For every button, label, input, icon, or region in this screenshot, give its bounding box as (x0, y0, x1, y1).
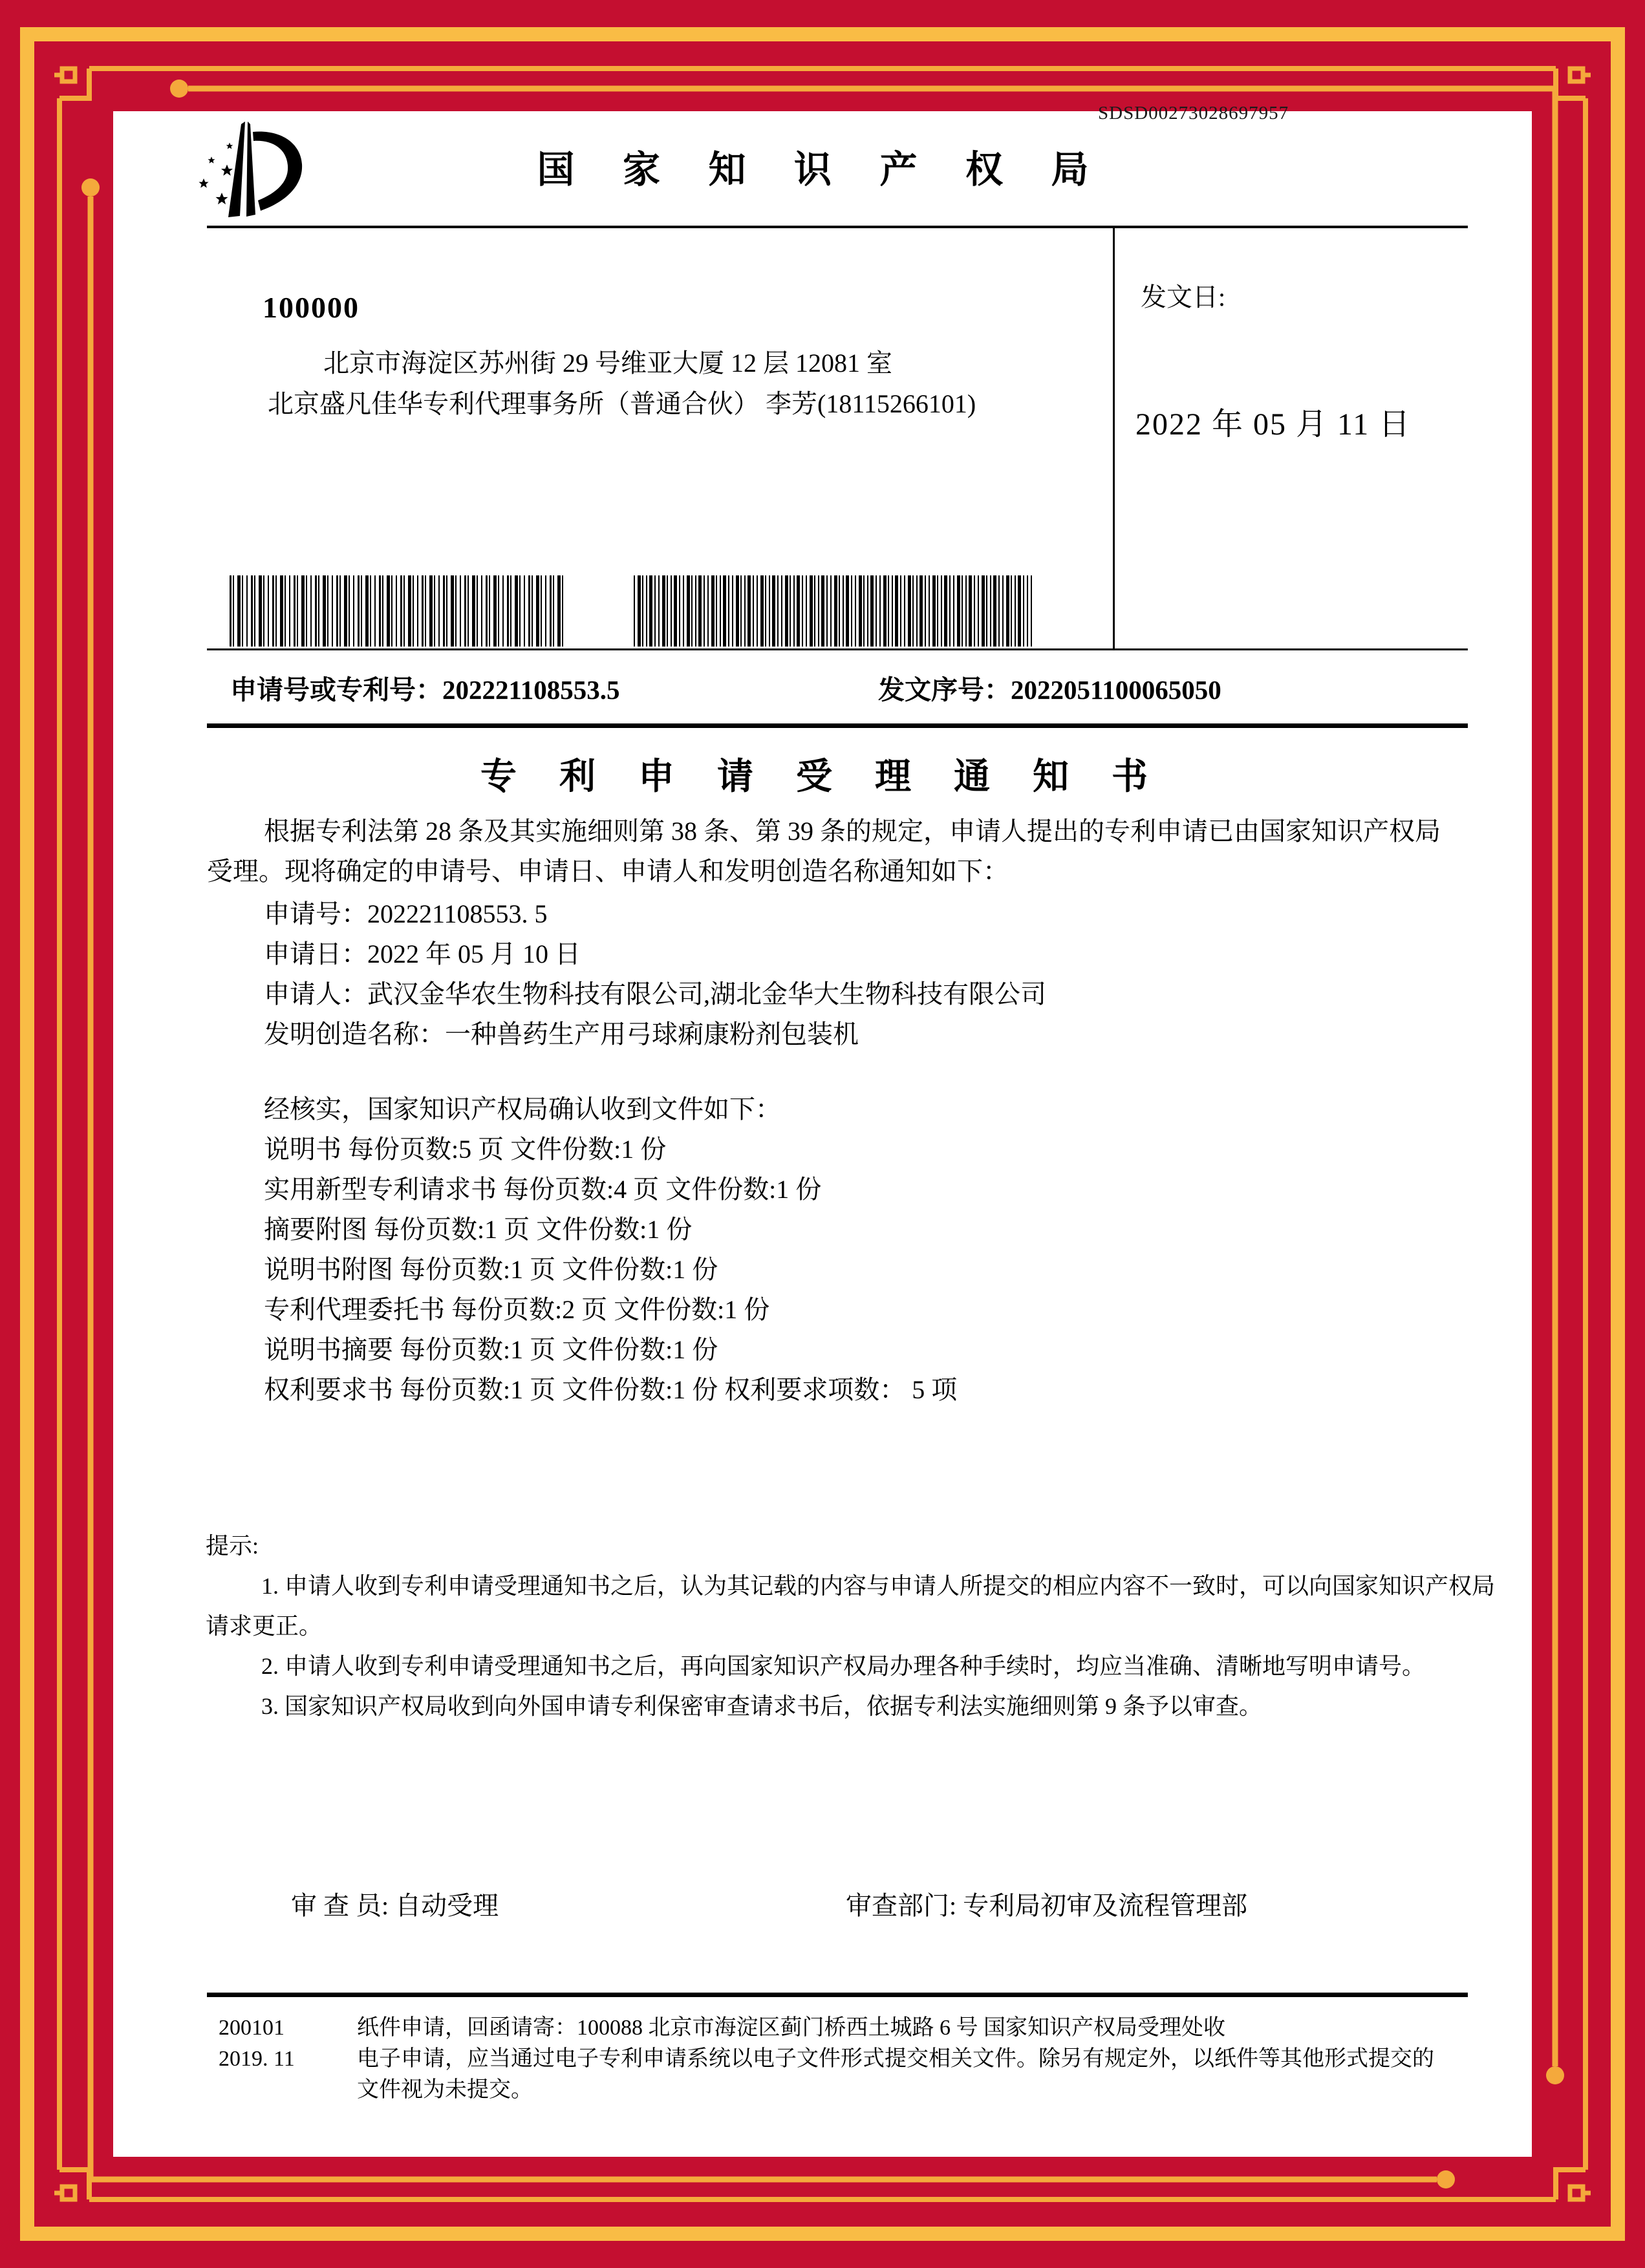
application-number-value: 202221108553.5 (442, 675, 620, 705)
received-doc-row: 实用新型专利请求书 每份页数:4 页 文件份数:1 份 (264, 1175, 822, 1204)
barcode-application (230, 575, 563, 647)
review-department: 审查部门: 专利局初审及流程管理部 (846, 1891, 1248, 1920)
notice-paragraph-line2: 受理。现将确定的申请号、申请日、申请人和发明创造名称通知如下： (207, 857, 1009, 886)
doc-serial-row (878, 674, 1221, 706)
note-2: 2. 申请人收到专利申请受理通知书之后，再向国家知识产权局办理各种手续时，均应当准确、清晰地写明申请号。 (261, 1653, 1426, 1679)
received-doc-row: 说明书附图 每份页数:1 页 文件份数:1 份 (264, 1255, 718, 1284)
application-number-label: 申请号或专利号： (230, 675, 442, 705)
info-item-application-no: 申请号：202221108553. 5 (264, 899, 548, 928)
title-top-rule (207, 723, 1468, 728)
note-1-line2: 请求更正。 (206, 1613, 323, 1639)
notice-title: 专 利 申 请 受 理 通 知 书 (480, 757, 1165, 797)
doc-serial-label: 发文序号： (878, 675, 1011, 705)
dispatch-date-label: 发文日: (1141, 283, 1226, 312)
received-doc-row: 说明书摘要 每份页数:1 页 文件份数:1 份 (264, 1335, 718, 1364)
notes-label: 提示: (206, 1533, 259, 1559)
info-item-invention-title: 发明创造名称：一种兽药生产用弓球痢康粉剂包装机 (264, 1020, 859, 1049)
info-item-applicant: 申请人：武汉金华农生物科技有限公司,湖北金华大生物科技有限公司 (264, 979, 1046, 1009)
info-item-filing-date: 申请日：2022 年 05 月 10 日 (264, 939, 581, 968)
header-rule (207, 226, 1468, 228)
recipient-address: 北京市海淀区苏州街 29 号维亚大厦 12 层 12081 室 (323, 348, 892, 378)
received-doc-row: 权利要求书 每份页数:1 页 文件份数:1 份 权利要求项数： 5 项 (264, 1375, 958, 1404)
footer-line-paper: 纸件申请，回函请寄：100088 北京市海淀区蓟门桥西土城路 6 号 国家知识产权局受理处收 (357, 2016, 1225, 2040)
received-doc-row: 摘要附图 每份页数:1 页 文件份数:1 份 (264, 1215, 693, 1244)
received-intro: 经核实，国家知识产权局确认收到文件如下： (264, 1095, 781, 1124)
barcode-serial (634, 575, 1032, 647)
recipient-agency: 北京盛凡佳华专利代理事务所（普通合伙） 李芳(18115266101) (268, 389, 976, 418)
dispatch-date-value: 2022 年 05 月 11 日 (1135, 407, 1412, 442)
table-bottom-rule (207, 648, 1468, 650)
footer-rule (207, 1993, 1468, 1997)
application-number-row (230, 674, 620, 706)
footer-line-electronic-cont: 文件视为未提交。 (357, 2078, 533, 2102)
footer-line-electronic: 电子申请，应当通过电子专利申请系统以电子文件形式提交相关文件。除另有规定外，以纸件等其他形式提交的 (357, 2047, 1434, 2071)
dispatch-divider (1113, 227, 1115, 650)
examiner: 审 查 员: 自动受理 (291, 1891, 499, 1920)
postal-code: 100000 (263, 291, 360, 324)
form-date: 2019. 11 (219, 2047, 295, 2071)
received-doc-row: 说明书 每份页数:5 页 文件份数:1 份 (264, 1135, 667, 1164)
note-1-line1: 1. 申请人收到专利申请受理通知书之后，认为其记载的内容与申请人所提交的相应内容不一致时，可以向国家知识产权局 (261, 1573, 1496, 1599)
doc-serial-value: 2022051100065050 (1011, 675, 1221, 705)
notice-paragraph-line1: 根据专利法第 28 条及其实施细则第 38 条、第 39 条的规定，申请人提出的专利申请已由国家知识产权局 (264, 817, 1441, 846)
org-title: 国 家 知 识 产 权 局 (537, 149, 1108, 191)
note-3: 3. 国家知识产权局收到向外国申请专利保密审查请求书后，依据专利法实施细则第 9 条予以审查。 (261, 1693, 1263, 1719)
received-doc-row: 专利代理委托书 每份页数:2 页 文件份数:1 份 (264, 1295, 770, 1324)
form-code: 200101 (219, 2016, 285, 2040)
document-serial: SDSD00273028697957 (1098, 103, 1289, 123)
